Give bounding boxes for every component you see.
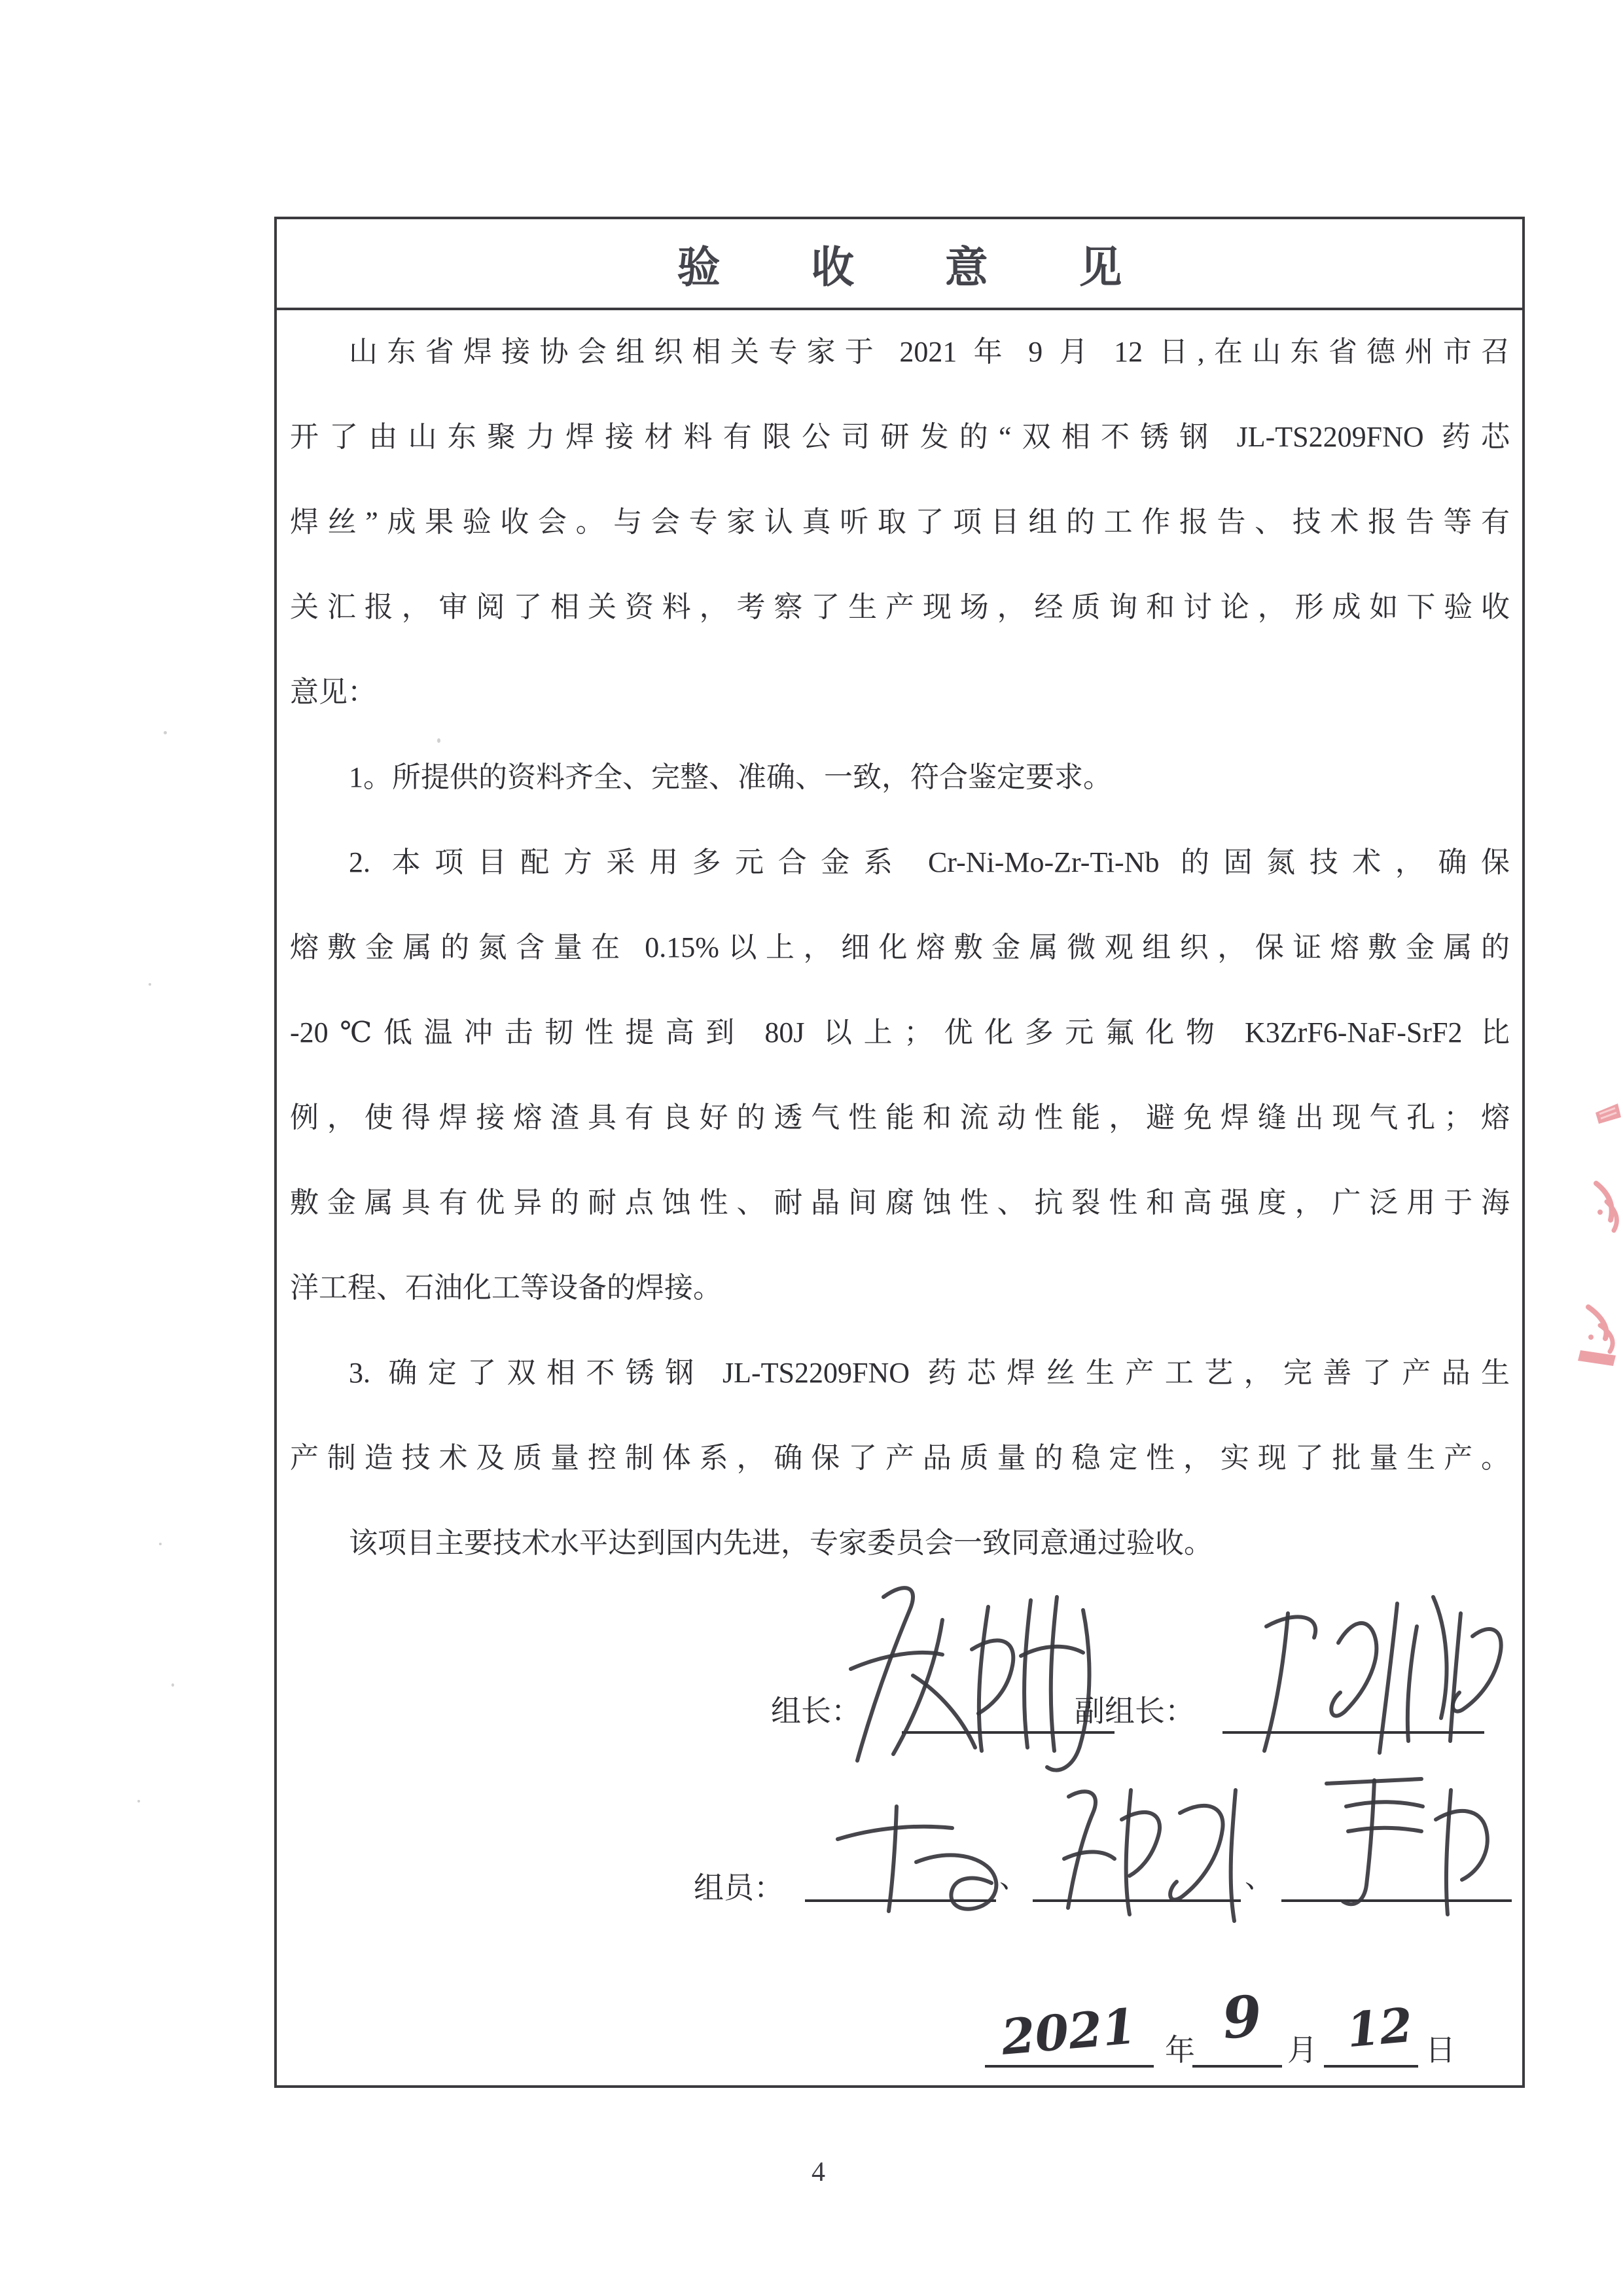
members-label: 组员： (694, 1871, 784, 1905)
text-line: 2. 本项目配方采用多元合金系 Cr-Ni-Mo-Zr-Ti-Nb 的固氮技术，确保 (349, 846, 1510, 878)
text-line: 山东省焊接协会组织相关专家于 2021 年 9 月 12 日,在山东省德州市召 (349, 336, 1510, 368)
member-signature-handwriting (1039, 1767, 1249, 1931)
member-separator: 、 (1245, 1861, 1274, 1893)
text-line: 洋工程、石油化工等设备的焊接。 (290, 1272, 722, 1304)
leader-label: 组长： (771, 1695, 861, 1728)
text-line: 熔敷金属的氮含量在 0.15%以上，细化熔敷金属微观组织，保证熔敷金属的 (290, 931, 1510, 963)
date-day-line (1324, 2065, 1418, 2068)
page-title: 验收意见 (677, 244, 1213, 292)
deputy-leader-label: 副组长： (1075, 1695, 1195, 1728)
text-line: 例，使得焊接熔渣具有良好的透气性能和流动性能，避免焊缝出现气孔；熔 (290, 1102, 1510, 1134)
date-day-unit: 日 (1425, 2034, 1455, 2067)
member-separator: 、 (999, 1861, 1028, 1893)
text-line: 1。所提供的资料齐全、完整、准确、一致，符合鉴定要求。 (349, 761, 1112, 793)
date-month-handwritten: 9 (1219, 1982, 1265, 2053)
date-day-handwritten: 12 (1344, 1996, 1415, 2058)
text-line: 关汇报，审阅了相关资料，考察了生产现场，经质询和讨论，形成如下验收 (290, 591, 1510, 623)
date-month-line (1192, 2065, 1282, 2068)
member-signature-handwriting (1291, 1761, 1500, 1924)
stamp-fragment (1587, 1178, 1623, 1234)
member-signature-handwriting (818, 1777, 1014, 1928)
text-line: 开了由山东聚力焊接材料有限公司研发的“双相不锈钢 JL-TS2209FNO 药芯 (290, 421, 1510, 453)
text-line: 意见： (290, 676, 376, 708)
date-month-unit: 月 (1287, 2034, 1317, 2067)
date-year-handwritten: 2021 (999, 1998, 1139, 2066)
text-line: -20℃低温冲击韧性提高到 80J 以上；优化多元氟化物 K3ZrF6-NaF-SrF2 比 (290, 1016, 1510, 1049)
leader-signature-handwriting (821, 1571, 1103, 1787)
scan-speck (149, 983, 151, 986)
text-line: 焊丝”成果验收会。与会专家认真听取了项目组的工作报告、技术报告等有 (290, 506, 1510, 538)
date-year-unit: 年 (1165, 2034, 1195, 2067)
text-line: 敷金属具有优异的耐点蚀性、耐晶间腐蚀性、抗裂性和高强度，广泛用于海 (290, 1187, 1510, 1219)
deputy-signature-handwriting (1230, 1564, 1505, 1780)
document-body (290, 310, 1510, 1586)
stamp-fragment (1592, 1100, 1623, 1126)
scan-speck (159, 1543, 162, 1545)
title-row (277, 219, 1522, 310)
scan-speck (437, 738, 440, 743)
stamp-fragment (1574, 1299, 1623, 1368)
page-number: 4 (812, 2157, 825, 2187)
text-line: 该项目主要技术水平达到国内先进，专家委员会一致同意通过验收。 (349, 1527, 1213, 1559)
scan-speck (171, 1683, 174, 1687)
text-line: 产制造技术及质量控制体系，确保了产品质量的稳定性，实现了批量生产。 (290, 1442, 1510, 1474)
scan-speck (137, 1800, 140, 1803)
scan-speck (164, 731, 167, 734)
text-line: 3. 确定了双相不锈钢 JL-TS2209FNO 药芯焊丝生产工艺，完善了产品生 (349, 1357, 1510, 1389)
